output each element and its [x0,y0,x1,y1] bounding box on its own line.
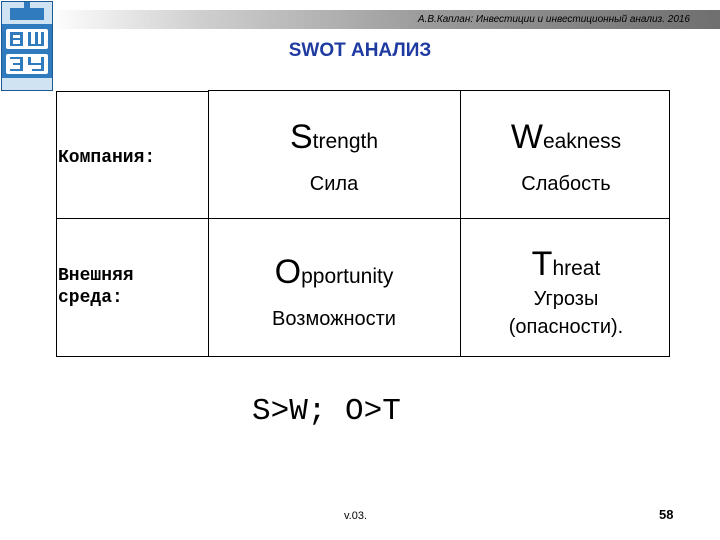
threat-title-rest: hreat [552,257,601,280]
page-number: 58 [659,507,674,522]
strength-title [208,118,460,157]
row-label-external-environment [58,265,134,309]
weakness-subtitle: Слабость [521,173,611,195]
grid-line-top-right [208,90,669,91]
threat-title-cap: T [531,245,553,283]
strength-subtitle: Сила [309,173,359,195]
row-label-line: Компания: [58,148,156,168]
opportunity-title-rest: pportunity [301,265,394,288]
opportunity-subtitle: Возможности [272,308,396,330]
logo-building-emblem [2,2,52,24]
strength-title-rest: trength [312,130,379,153]
weakness-title [440,118,692,157]
swot-formula: S>W; O>T [252,394,401,429]
opportunity-title [208,253,460,292]
row-label-line: среда: [58,288,123,308]
weakness-title-rest: eakness [542,130,622,153]
grid-line-top-left [56,91,208,92]
grid-line-middle [56,218,669,219]
header-author-text: А.В.Каплан: Инвестиции и инвестиционный анализ. 2016 [417,14,690,25]
row-label-line: Внешняя [58,266,134,286]
grid-line-bottom [56,356,669,357]
threat-title [440,245,692,284]
slide-title: SWOT АНАЛИЗ [288,40,432,61]
threat-subtitle [440,285,692,341]
opportunity-title-cap: O [274,253,302,291]
row-label-company [58,147,155,169]
version-label: v.03. [344,510,368,522]
logo-footer-strip [2,78,52,90]
strength-title-cap: S [289,118,313,156]
weakness-title-cap: W [510,118,543,156]
threat-subtitle-line: (опасности). [508,316,624,338]
threat-subtitle-line: Угрозы [533,288,599,310]
grid-line-left [56,91,57,357]
